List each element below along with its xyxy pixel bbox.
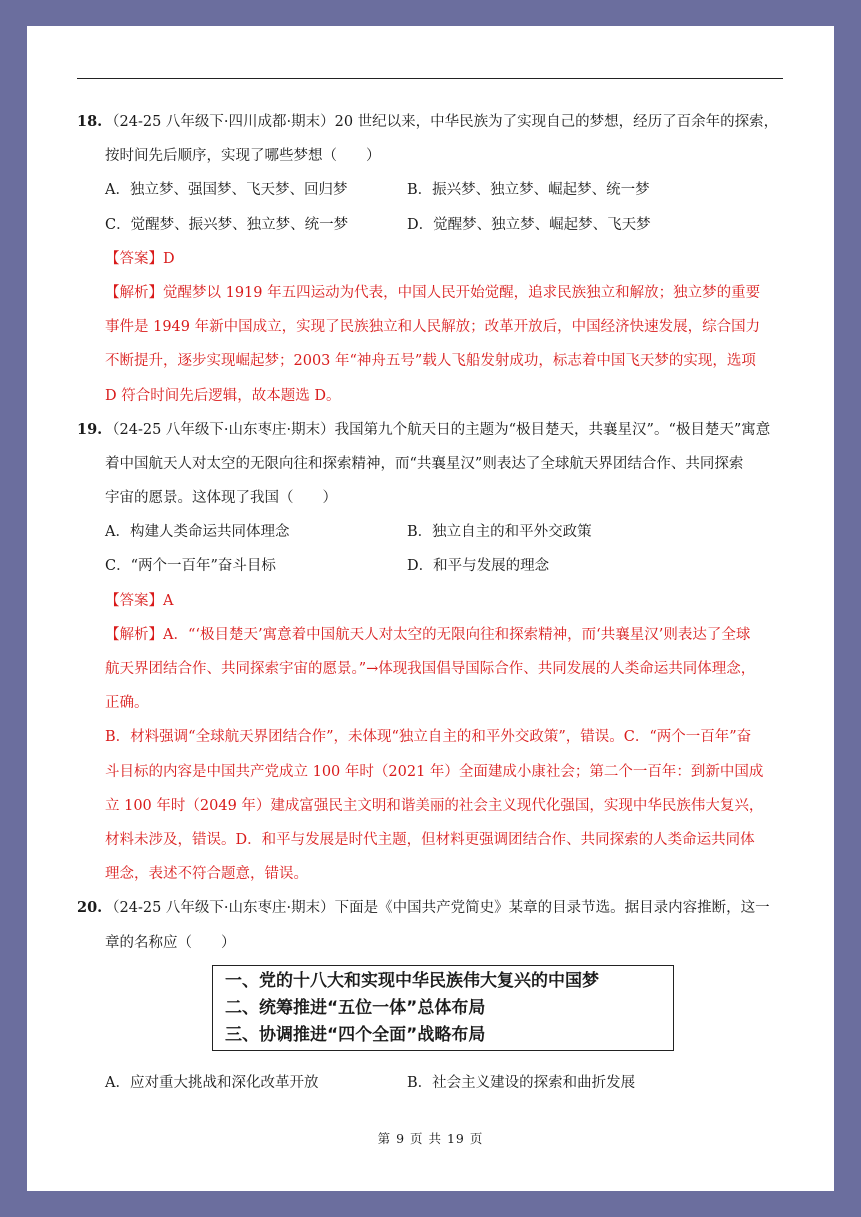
analysis-line: 理念，表述不符合题意，错误。: [105, 866, 308, 883]
question-stem-line: 按时间先后顺序，实现了哪些梦想（ ）: [105, 148, 381, 165]
options-row: [77, 178, 787, 212]
question-stem-line: 20. （24-25 八年级下·山东枣庄·期末）下面是《中国共产党简史》某章的目录节选。据目录内容推断，这一: [77, 896, 787, 930]
option-c: C．“两个一百年”奋斗目标: [105, 558, 276, 575]
analysis-line: 立 100 年时（2049 年）建成富强民主文明和谐美丽的社会主义现代化强国，实现中华民族伟大复兴，: [105, 797, 764, 814]
question-19: [77, 418, 787, 897]
analysis-line: 材料未涉及，错误。D．和平与发展是时代主题，但材料更强调团结合作、共同探索的人类命运共同体: [105, 831, 755, 848]
analysis-line: D 符合时间先后逻辑，故本题选 D。: [105, 387, 341, 404]
question-stem-line: 18. （24-25 八年级下·四川成都·期末）20 世纪以来，中华民族为了实现自己的梦想，经历了百余年的探索，: [77, 110, 787, 144]
header-rule: [77, 78, 783, 79]
option-a: A．构建人类命运共同体理念: [105, 524, 290, 541]
table-of-contents-excerpt: [212, 965, 674, 1051]
question-stem-line: 宇宙的愿景。这体现了我国（ ）: [105, 490, 337, 507]
analysis-line: 事件是 1949 年新中国成立，实现了民族独立和人民解放；改革开放后，中国经济快速发展，综合国力: [105, 319, 761, 336]
analysis-line: 【解析】A．“‘极目楚天’寓意着中国航天人对太空的无限向往和探索精神，而‘共襄星汉’则表达了全球: [105, 626, 751, 643]
question-stem-line: 章的名称应（ ）: [105, 934, 236, 951]
option-d: D．和平与发展的理念: [407, 558, 550, 575]
option-b: B．社会主义建设的探索和曲折发展: [407, 1074, 636, 1091]
option-a: A．应对重大挑战和深化改革开放: [105, 1074, 319, 1091]
analysis-line: 【解析】觉醒梦以 1919 年五四运动为代表，中国人民开始觉醒，追求民族独立和解放；独立梦的重要: [105, 284, 761, 301]
page-footer: 第 9 页 共 19 页: [377, 1131, 484, 1146]
question-stem-line: 着中国航天人对太空的无限向往和探索精神，而“共襄星汉”则表达了全球航天界团结合作、共同探索: [105, 455, 744, 472]
toc-item: 三、协调推进“四个全面”战略布局: [225, 1024, 486, 1045]
analysis-line: 正确。: [105, 695, 149, 712]
question-number: 19.: [77, 420, 103, 438]
question-18: [77, 110, 787, 418]
question-stem-line: 19. （24-25 八年级下·山东枣庄·期末）我国第九个航天日的主题为“极目楚天，共襄星汉”。“极目楚天”寓意: [77, 418, 787, 452]
analysis-line: 斗目标的内容是中国共产党成立 100 年时（2021 年）全面建成小康社会；第二个一百年：到新中国成: [105, 763, 764, 780]
options-row: [77, 554, 787, 588]
analysis-line: 不断提升，逐步实现崛起梦；2003 年“神舟五号”载人飞船发射成功，标志着中国飞天梦的实现，选项: [105, 353, 756, 370]
option-a: A．独立梦、强国梦、飞天梦、回归梦: [105, 182, 348, 199]
answer-line: 【答案】D: [105, 250, 175, 267]
option-d: D．觉醒梦、独立梦、崛起梦、飞天梦: [407, 216, 651, 233]
options-row: [77, 520, 787, 554]
document-page: [27, 26, 834, 1191]
page-content: [77, 110, 787, 1105]
option-b: B．独立自主的和平外交政策: [407, 524, 592, 541]
question-number: 18.: [77, 113, 103, 130]
answer-line: 【答案】A: [105, 592, 174, 609]
option-b: B．振兴梦、独立梦、崛起梦、统一梦: [407, 182, 650, 199]
question-number: 20.: [77, 899, 103, 917]
excerpt-box-wrap: [77, 965, 787, 1071]
analysis-line: B．材料强调“全球航天界团结合作”，未体现“独立自主的和平外交政策”，错误。C．“两个一百年”奋: [105, 729, 752, 746]
toc-item: 一、党的十八大和实现中华民族伟大复兴的中国梦: [225, 970, 599, 991]
options-row: [77, 213, 787, 247]
question-20: [77, 896, 787, 1105]
options-row: [77, 1071, 787, 1105]
analysis-line: 航天界团结合作、共同探索宇宙的愿景。”→体现我国倡导国际合作、共同发展的人类命运共同体理念，: [105, 661, 756, 677]
option-c: C．觉醒梦、振兴梦、独立梦、统一梦: [105, 216, 349, 233]
toc-item: 二、统筹推进“五位一体”总体布局: [225, 997, 486, 1018]
